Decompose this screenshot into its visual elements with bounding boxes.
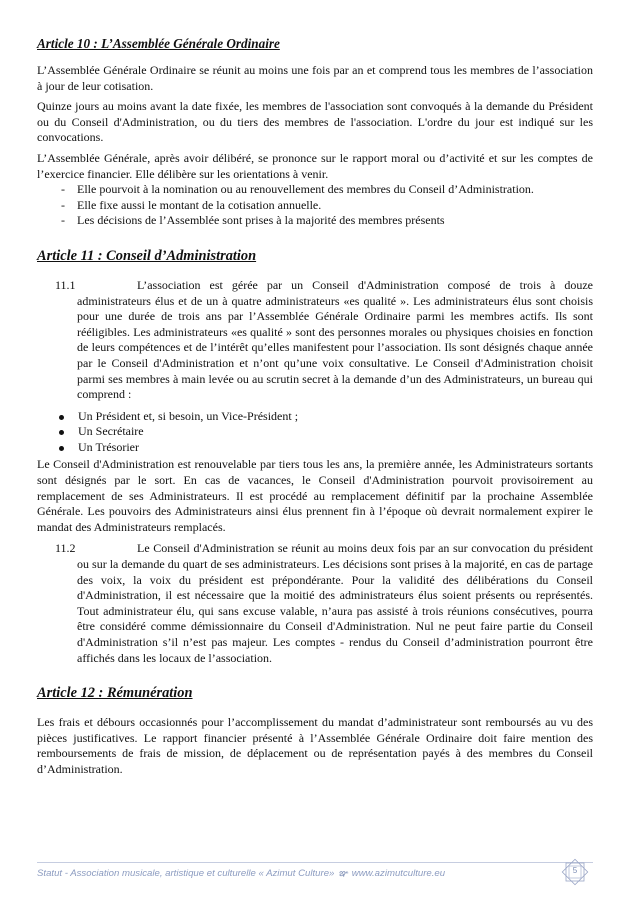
article-10-paragraph-3: L’Assemblée Générale, après avoir délibéré, se prononce sur le rapport moral ou d’activité et sur les comptes de l’exercice financier. Elle délibère sur les orientations à venir. — [37, 150, 593, 181]
section-11-1-text: L’association est gérée par un Conseil d'Administration composé de trois à douze administrateurs élus et de un à quatre administrateurs «es qualité ». Les administrateurs élus sont choisis pour une durée de trois ans par l’Assemblée Générale Ordinaire parmi les membres actifs. Ils sont rééligibles. Les administrateurs «es qualité » sont des personnes morales ou physiques choisies en fonction de leurs compétences et de l’intérêt qu’elles manifestent pour l’association. Ils sont désignés chaque année par le Conseil d'Administration et n’ont qu’une voix consultative. Le Conseil d'Administration choisit parmi ses membres à main levée ou au scrutin secret à la demande d’un des Administrateurs, un bureau qui comprend : — [77, 277, 593, 402]
section-11-1 — [37, 278, 593, 403]
page-footer — [37, 862, 593, 892]
list-item: - Elle fixe aussi le montant de la cotisation annuelle. — [61, 197, 322, 212]
bullet-icon — [59, 415, 64, 420]
article-10-title: Article 10 : L’Assemblée Générale Ordinaire — [37, 36, 280, 51]
bullet-icon — [59, 446, 64, 451]
document-page — [37, 36, 593, 783]
footer-url: www.azimutculture.eu — [351, 868, 446, 879]
footer-text — [37, 868, 445, 881]
bureau-list — [37, 409, 593, 456]
page-number-badge — [561, 858, 589, 886]
bullet-icon — [59, 430, 64, 435]
page-number: 5 — [572, 866, 578, 875]
article-10-paragraph-1: L’Assemblée Générale Ordinaire se réunit au moins une fois par an et comprend tous les membres de l’association à jour de leur cotisation. — [37, 63, 593, 93]
ornament-icon: ఞ — [338, 868, 348, 879]
section-number: 11.1 — [55, 277, 76, 292]
footer-title: Statut - Association musicale, artistique et culturelle « Azimut Culture» — [37, 868, 335, 879]
footer-divider — [37, 862, 593, 863]
list-item: Un Secrétaire — [37, 424, 593, 440]
list-item: Un Président et, si besoin, un Vice-Président ; — [37, 409, 593, 425]
dash-marker: - — [61, 182, 65, 197]
list-item: - Elle pourvoit à la nomination ou au renouvellement des membres du Conseil d’Administration. — [61, 182, 534, 197]
section-11-2 — [37, 541, 593, 666]
list-item: - Les décisions de l’Assemblée sont prises à la majorité des membres présents — [61, 213, 445, 228]
article-12-title: Article 12 : Rémunération — [37, 685, 193, 702]
article-10-paragraph-2: Quinze jours au moins avant la date fixée, les membres de l'association sont convoqués à la demande du Président ou du Conseil d'Administration, ou du tiers des membres de l'association. L'ordre du jour est indiqué sur les convocations. — [37, 99, 593, 145]
article-10-dash-list — [37, 182, 593, 229]
article-11-title: Article 11 : Conseil d’Administration — [37, 247, 257, 264]
article-12-paragraph: Les frais et débours occasionnés pour l’accomplissement du mandat d’administrateur sont remboursés au vu des pièces justificatives. Le rapport financier présenté à l’Assemblée Générale Ordinaire doit faire mention des remboursements de frais de mission, de déplacement ou de représentation payés à des membres du Conseil d’Administration. — [37, 715, 593, 776]
dash-marker: - — [61, 213, 65, 228]
section-11-2-text: Le Conseil d'Administration se réunit au moins deux fois par an sur convocation du président ou sur la demande du quart de ses administrateurs. Les décisions sont prises à la majorité, en cas de partage des voix, la voix du président est prépondérante. Pour la validité des délibérations du Conseil d'Administration, il est nécessaire que la moitié des administrateurs élus soient présents ou représentés. Tout administrateur élu, qui sans excuse valable, n’aura pas assisté à trois réunions consécutives, pourra être considéré comme démissionnaire du Conseil d'Administration. Nul ne peut faire partie du Conseil d'Administration s’il n’est pas majeur. Les comptes - rendus du Conseil d’administration pourront être affichés dans les locaux de l’association. — [77, 541, 593, 665]
dash-marker: - — [61, 197, 65, 212]
list-item: Un Trésorier — [37, 440, 593, 456]
renewal-paragraph: Le Conseil d'Administration est renouvelable par tiers tous les ans, la première année, les Administrateurs sortants sont désignés par le sort. En cas de vacances, le Conseil d'Administration pourvoit provisoirement au remplacement de ses Administrateurs. Il est procédé au remplacement définitif par la prochaine Assemblée Générale. Les pouvoirs des Administrateurs ainsi élus prennent fin à l’époque où devrait normalement expirer le mandat des Administrateurs remplacés. — [37, 457, 593, 534]
section-number: 11.2 — [55, 541, 76, 556]
